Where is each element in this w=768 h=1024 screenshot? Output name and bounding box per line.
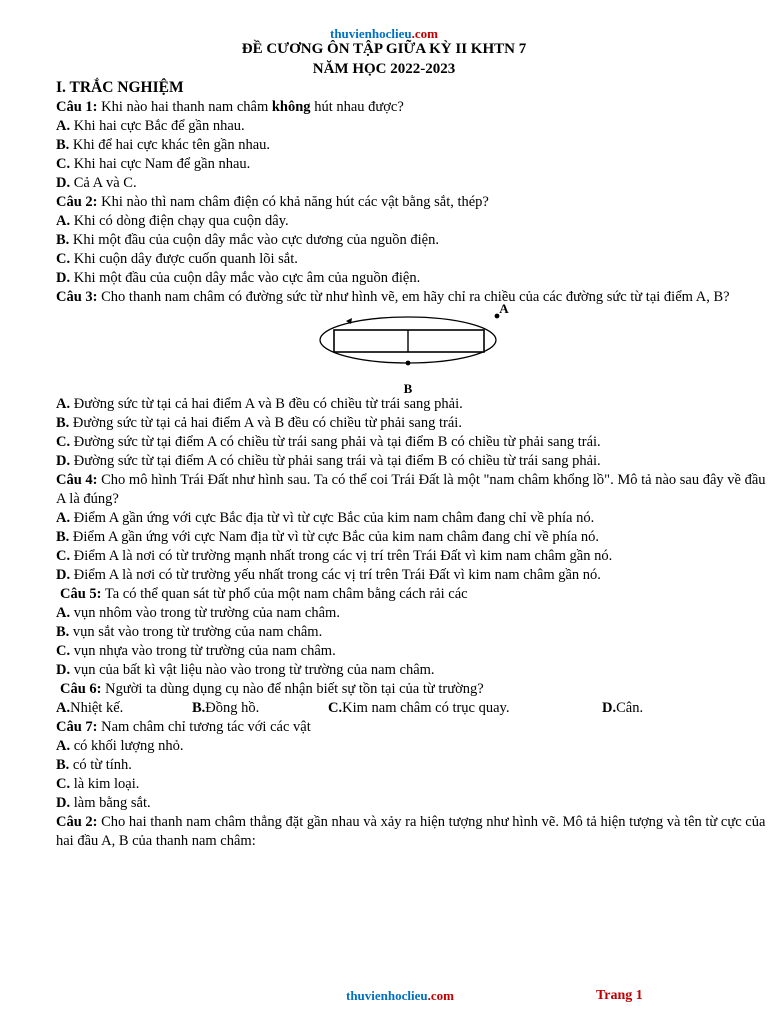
question-5: Câu 5: Ta có thể quan sát từ phổ của một nam châm bằng cách rải các xyxy=(60,586,468,602)
school-year: NĂM HỌC 2022-2023 xyxy=(312,61,456,77)
question-7: Câu 7: Nam châm chỉ tương tác với các vật xyxy=(56,719,311,735)
question-3: Câu 3: Cho thanh nam châm có đường sức từ như hình vẽ, em hãy chỉ ra chiều của các đường sức từ tại điểm A, B? xyxy=(56,289,730,305)
option-c: C. vụn nhựa vào trong từ trường của nam châm. xyxy=(56,643,336,659)
option-c: C. Khi cuộn dây được cuốn quanh lõi sắt. xyxy=(56,251,298,267)
bar-magnet-field-lines xyxy=(316,301,509,396)
question-6: Câu 6: Người ta dùng dụng cụ nào để nhận biết sự tồn tại của từ trường? xyxy=(60,681,484,697)
option-b: B. có từ tính. xyxy=(56,757,132,773)
option-b: B. Điểm A gần ứng với cực Nam địa từ vì từ cực Bắc của kim nam châm đang chỉ về phía nó. xyxy=(56,529,600,545)
document-body xyxy=(56,78,768,851)
option-c: C. Điểm A là nơi có từ trường mạnh nhất trong các vị trí trên Trái Đất vì kim nam châm gần nó. xyxy=(56,548,613,564)
option-b: B. Khi để hai cực khác tên gần nhau. xyxy=(56,137,271,153)
option-b: B. Đường sức từ tại cả hai điểm A và B đều có chiều từ phải sang trái. xyxy=(56,415,462,431)
option-b: B. Đồng hồ. xyxy=(192,700,260,716)
option-a: A. có khối lượng nhỏ. xyxy=(56,738,184,754)
site-watermark-bottom: thuvienhoclieu.com xyxy=(346,988,454,1003)
question-1: Câu 1: Khi nào hai thanh nam châm không hút nhau được? xyxy=(56,99,404,115)
option-c: C. Kim nam châm có trục quay. xyxy=(328,700,510,716)
option-a: A. Khi có dòng điện chạy qua cuộn dây. xyxy=(56,213,289,229)
essay-question: Câu 2: Cho hai thanh nam châm thẳng đặt gần nhau và xảy ra hiện tượng như hình vẽ. Mô tả hiện tượng và tên từ cực của hai đầu A, B của thanh nam châm: xyxy=(56,814,766,849)
option-d: D. Đường sức từ tại điểm A có chiều từ phải sang trái và tại điểm B có chiều từ trái sang phải. xyxy=(56,453,601,469)
option-d: D. Khi một đầu của cuộn dây mắc vào cực âm của nguồn điện. xyxy=(56,270,421,286)
option-d: D. Cả A và C. xyxy=(56,175,137,191)
option-d: D. Điểm A là nơi có từ trường yếu nhất trong các vị trí trên Trái Đất vì kim nam châm gần nó. xyxy=(56,567,601,583)
question-6-options xyxy=(56,699,768,718)
option-d: D. làm bằng sắt. xyxy=(56,795,151,811)
question-4: Câu 4: Cho mô hình Trái Đất như hình sau. Ta có thể coi Trái Đất là một "nam châm khổng lồ". Mô tả nào sau đây về đầu A là đúng? xyxy=(56,472,766,507)
option-a: A. Điểm A gần ứng với cực Bắc địa từ vì từ cực Bắc của kim nam châm đang chỉ về phía nó. xyxy=(56,510,595,526)
option-a: A. Đường sức từ tại cả hai điểm A và B đều có chiều từ trái sang phải. xyxy=(56,396,463,412)
site-watermark-top: thuvienhoclieu.com xyxy=(330,26,438,41)
page-number: Trang 1 xyxy=(596,988,643,1003)
option-a: A. Nhiệt kế. xyxy=(56,700,124,716)
point-a-label: A xyxy=(499,301,509,316)
bar-magnet-figure xyxy=(56,301,768,396)
document-title: ĐỀ CƯƠNG ÔN TẬP GIỮA KỲ II KHTN 7 xyxy=(241,41,527,57)
option-c: C. là kim loại. xyxy=(56,776,140,792)
option-d: D. vụn của bất kì vật liệu nào vào trong từ trường của nam châm. xyxy=(56,662,435,678)
section-heading: I. TRẮC NGHIỆM xyxy=(56,79,184,96)
option-b: B. vụn sắt vào trong từ trường của nam châm. xyxy=(56,624,323,640)
option-b: B. Khi một đầu của cuộn dây mắc vào cực dương của nguồn điện. xyxy=(56,232,439,248)
question-2: Câu 2: Khi nào thì nam châm điện có khả năng hút các vật bằng sắt, thép? xyxy=(56,194,489,210)
option-a: A. Khi hai cực Bắc để gần nhau. xyxy=(56,118,245,134)
option-d: D. Cân. xyxy=(602,700,644,716)
option-c: C. Đường sức từ tại điểm A có chiều từ trái sang phải và tại điểm B có chiều từ phải sang trái. xyxy=(56,434,601,450)
point-b-label: B xyxy=(403,381,413,396)
option-a: A. vụn nhôm vào trong từ trường của nam châm. xyxy=(56,605,340,621)
option-c: C. Khi hai cực Nam để gần nhau. xyxy=(56,156,251,172)
